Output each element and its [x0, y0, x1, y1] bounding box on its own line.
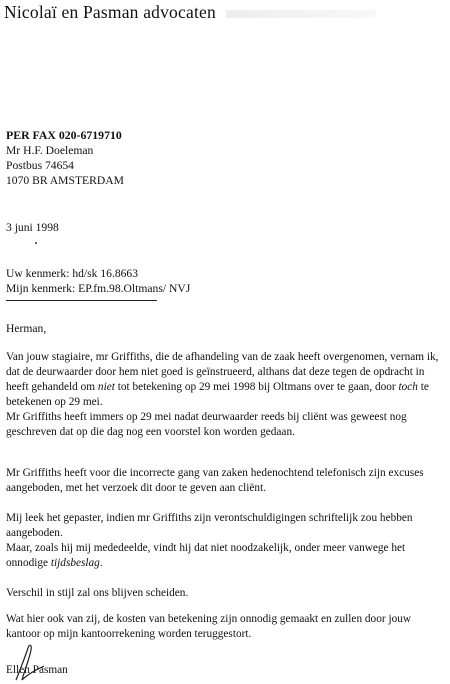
greeting: Herman, [6, 322, 47, 335]
uw-kenmerk: Uw kenmerk: hd/sk 16.8663 [6, 267, 139, 280]
p4-emphasis: tijdsbeslag [50, 557, 100, 569]
p4-line-1: Mij leek het gepaster, indien mr Griffiths zijn verontschuldigingen schriftelijk zou hebben aangeboden. [6, 512, 413, 539]
letter-date: 3 juni 1998 [6, 221, 59, 234]
p1-emphasis-niet: niet [97, 381, 115, 393]
recipient-city: 1070 BR AMSTERDAM [6, 174, 124, 187]
mijn-kenmerk: Mijn kenmerk: EP.fm.98.Oltmans/ NVJ [6, 282, 191, 295]
recipient-name: Mr H.F. Doeleman [6, 144, 94, 157]
handwritten-signature [10, 640, 50, 684]
p4-text-b: . [99, 557, 103, 569]
fax-line: PER FAX 020-6719710 [6, 128, 122, 142]
recipient-postbus: Postbus 74654 [6, 159, 74, 172]
p4-line-2 [6, 541, 444, 571]
paragraph-5: Verschil in stijl zal ons blijven scheiden. [6, 587, 189, 599]
paragraph-4 [6, 511, 444, 571]
p1-text-c: te betekenen op 29 mei. [6, 381, 429, 408]
letterhead-faded-text [226, 10, 376, 18]
references [6, 266, 190, 296]
divider-rule [6, 300, 157, 301]
paragraph-3: Mr Griffiths heeft voor die incorrecte gang van zaken hedenochtend telefonisch zijn excuses aangeboden, met het verzoek dit door te geven aan cliënt. [6, 467, 424, 494]
paragraph-1 [6, 350, 444, 410]
letterhead: Nicolaï en Pasman advocaten [4, 2, 216, 22]
signature-name: Ellen Pasman [6, 664, 68, 676]
paragraph-6: Wat hier ook van zij, de kosten van betekening zijn onnodig gemaakt en zullen door jouw kantoor op mijn kantoorrekening worden teruggestort. [6, 613, 412, 640]
p4-text-a: Maar, zoals hij mij mededeelde, vindt hij dat niet noodzakelijk, onder meer vanwege het onnodige [6, 542, 406, 569]
recipient-address [6, 128, 124, 188]
paragraph-2: Mr Griffiths heeft immers op 29 mei nadat deurwaarder reeds bij cliënt was geweest nog geschreven dat op die dag nog een voorstel kon worden gedaan. [6, 411, 407, 438]
p1-text-a: Van jouw stagiaire, mr Griffiths, die de afhandeling van de zaak heeft overgenomen, vernam ik, dat de deurwaarder door hem niet goed is geïnstrueerd, althans dat deze tegen de opdracht in heeft gehandeld om [6, 351, 439, 393]
p1-text-b: tot betekening op 29 mei 1998 bij Oltmans over te gaan, door [114, 381, 399, 393]
speck [35, 242, 37, 244]
p1-emphasis-toch: toch [398, 381, 418, 393]
